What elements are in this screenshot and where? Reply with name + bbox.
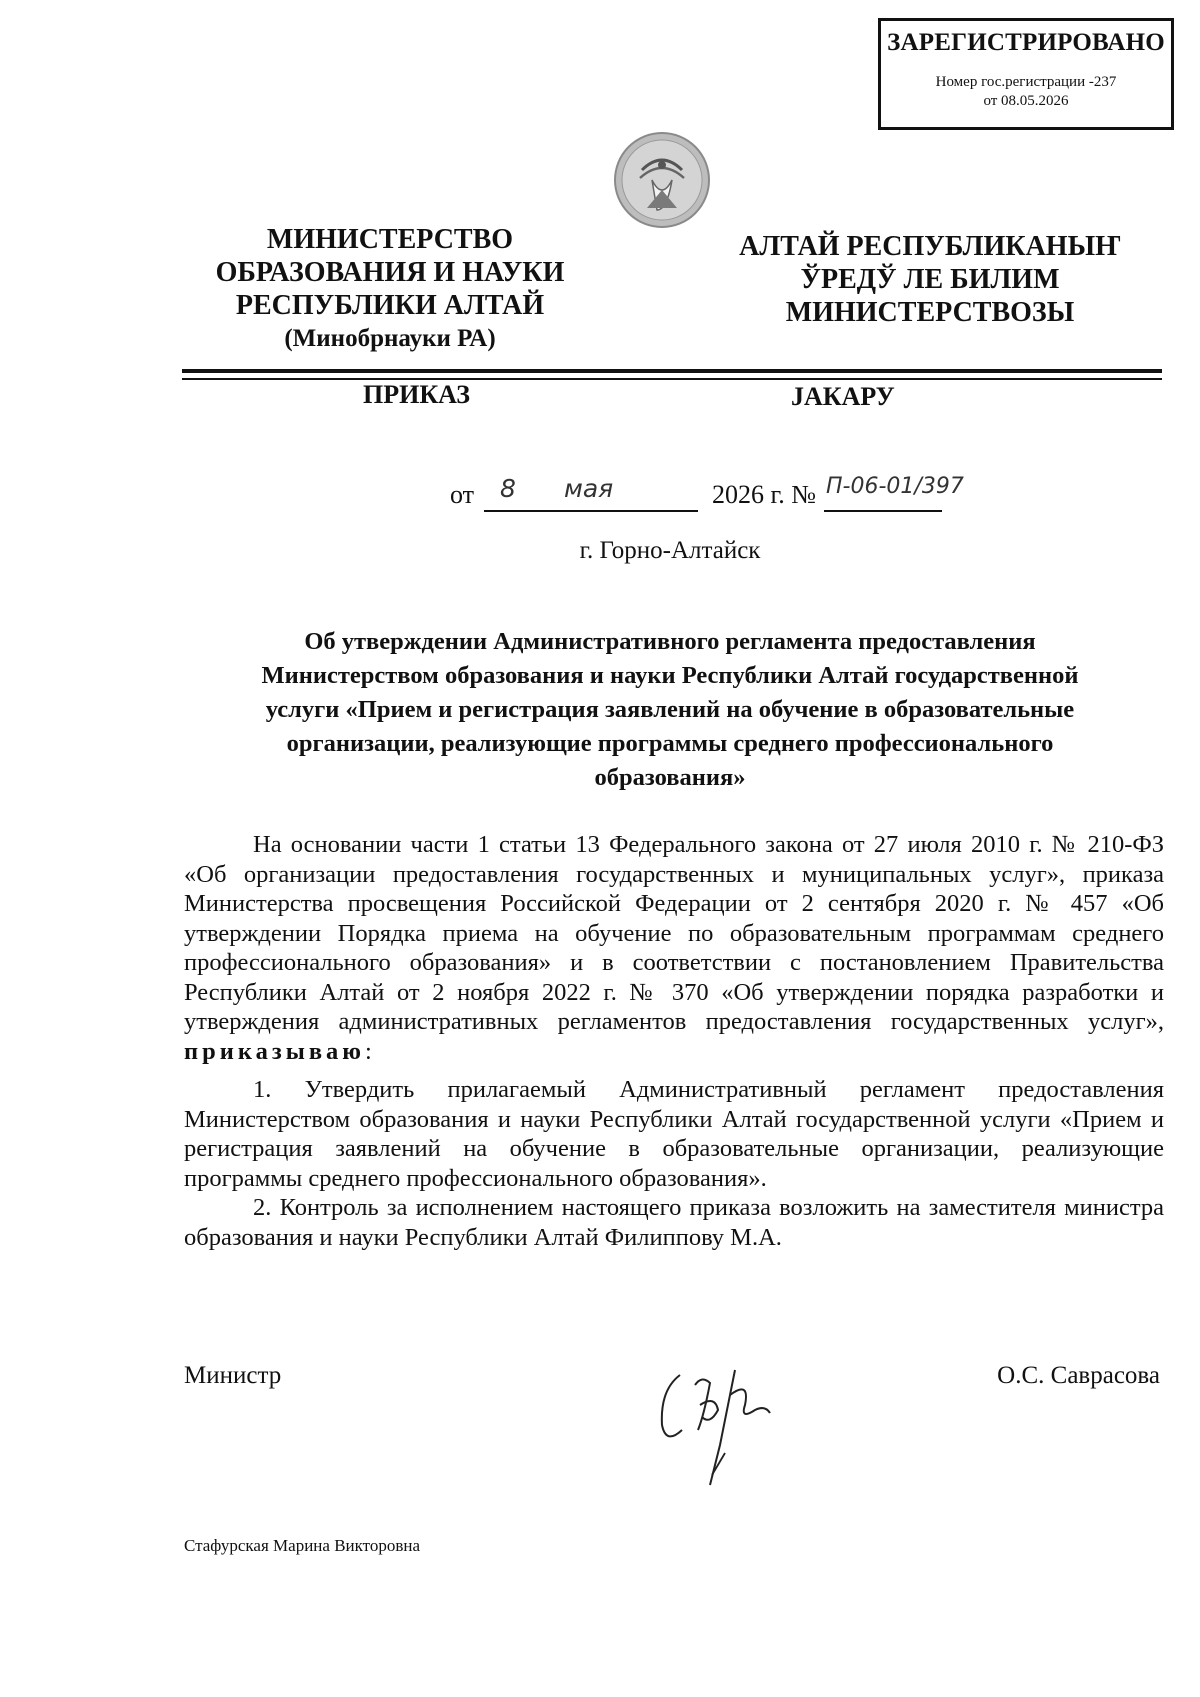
stamp-title: ЗАРЕГИСТРИРОВАНО bbox=[887, 29, 1165, 56]
body-paragraph-item-1: 1. Утвердить прилагаемый Административный регламент предоставления Министерством образования и науки Республики Алтай государственной услуги «Прием и регистрация заявлений на обучение в образовательные организации, реализующие программы среднего профессионального образования». bbox=[184, 1076, 1164, 1192]
order-keyword-colon: : bbox=[365, 1037, 372, 1065]
ministry-name-altai bbox=[720, 230, 1140, 329]
stamp-registration-number: Номер гос.регистрации -237 bbox=[935, 74, 1117, 90]
handwritten-order-number: П-06-01/397 bbox=[826, 474, 964, 499]
ministry-name-line: ОБРАЗОВАНИЯ И НАУКИ bbox=[215, 257, 565, 288]
handwritten-month: мая bbox=[564, 474, 614, 503]
header-divider-thick bbox=[182, 369, 1162, 373]
ministry-name-russian bbox=[180, 223, 600, 355]
ministry-name-line: МИНИСТЕРСТВОЗЫ bbox=[785, 297, 1075, 328]
coat-of-arms-icon bbox=[612, 130, 712, 230]
body-paragraph-item-2: 2. Контроль за исполнением настоящего приказа возложить на заместителя министра образования и науки Республики Алтай Филиппову М.А. bbox=[184, 1194, 1164, 1251]
order-date-line bbox=[450, 474, 1150, 518]
handwritten-day: 8 bbox=[500, 474, 516, 503]
number-underline bbox=[824, 510, 942, 512]
ministry-name-line: МИНИСТЕРСТВО bbox=[266, 224, 514, 255]
order-label-altai: ЈАКАРУ bbox=[791, 382, 895, 411]
ministry-name-line: РЕСПУБЛИКИ АЛТАЙ bbox=[235, 290, 545, 321]
order-label-russian: ПРИКАЗ bbox=[363, 380, 471, 409]
basis-text: На основании части 1 статьи 13 Федерального закона от 27 июля 2010 г. № 210-ФЗ «Об организации предоставления государственных и муниципальных услуг», приказа Министерства просвещения Российской Федерации от 2 сентября 2020 г. № 457 «Об утверждении Порядка приема на обучение по образовательным программам среднего профессионального образования» и в соответствии с постановлением Правительства Республики Алтай от 2 ноября 2022 г. № 370 «Об утверждении порядка разработки и утверждения административных регламентов предоставления государственных услуг», bbox=[184, 831, 1164, 1035]
ministry-name-line: АЛТАЙ РЕСПУБЛИКАНЫҤ bbox=[739, 231, 1121, 262]
order-keyword: приказываю bbox=[184, 1037, 366, 1065]
ministry-short-name: (Минобрнауки РА) bbox=[284, 325, 496, 352]
city: г. Горно-Алтайск bbox=[579, 537, 761, 564]
ministry-name-line: ЎРЕДЎ ЛЕ БИЛИМ bbox=[800, 264, 1060, 295]
signatory-position: Министр bbox=[184, 1362, 282, 1389]
header-divider-thin bbox=[182, 378, 1162, 380]
registration-stamp bbox=[878, 18, 1174, 130]
executor-name: Стафурская Марина Викторовна bbox=[184, 1536, 421, 1555]
stamp-registration-date: от 08.05.2026 bbox=[983, 93, 1069, 109]
body-paragraph-basis bbox=[184, 830, 1164, 1066]
signatory-name: О.С. Саврасова bbox=[997, 1362, 1160, 1389]
order-title: Об утверждении Административного регламента предоставления Министерством образования и науки Республики Алтай государственной услуги «Прием и регистрация заявлений на обучение в образовательные организации, реализующие программы среднего профессионального образования» bbox=[261, 628, 1079, 791]
date-prefix: от bbox=[450, 480, 475, 509]
date-year-number-label: 2026 г. № bbox=[712, 480, 817, 509]
date-underline bbox=[484, 510, 698, 512]
handwritten-signature bbox=[640, 1335, 820, 1495]
